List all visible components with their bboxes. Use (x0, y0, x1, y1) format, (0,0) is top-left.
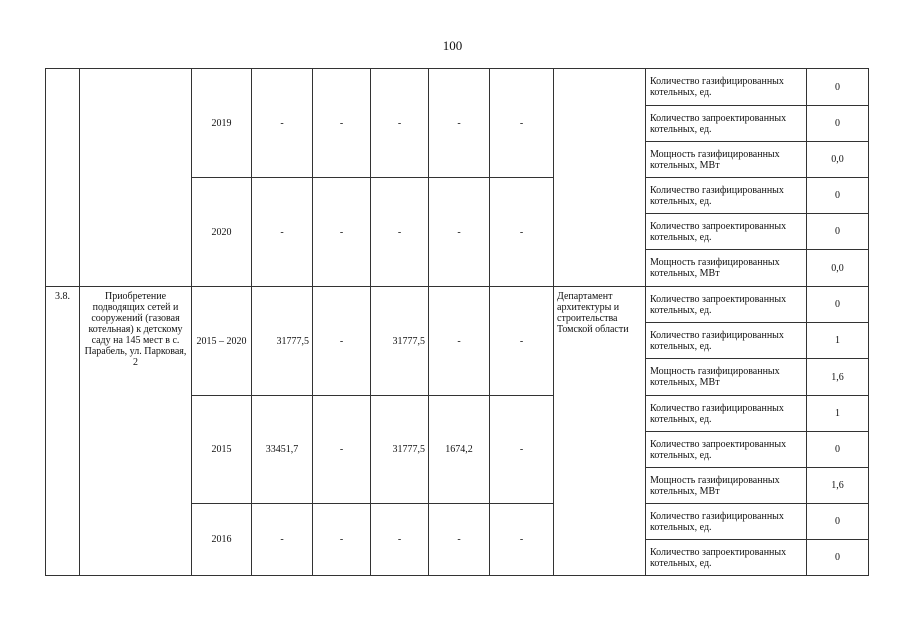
indicator-value: 1,6 (807, 359, 869, 396)
federal-cell: - (313, 504, 371, 576)
indicator-value: 0 (807, 69, 869, 106)
indicator-name: Количество газифицированных котельных, ед. (646, 504, 807, 540)
local-cell: - (429, 287, 490, 396)
total-cell: - (252, 178, 313, 287)
year-cell: 2015 (192, 396, 252, 504)
federal-cell: - (313, 69, 371, 178)
table-row (46, 287, 869, 323)
indicator-value: 0 (807, 504, 869, 540)
indicator-name: Количество запроектированных котельных, ед. (646, 106, 807, 142)
indicator-value: 1 (807, 323, 869, 359)
name-cell (80, 69, 192, 287)
program-table (45, 68, 869, 576)
local-cell: 1674,2 (429, 396, 490, 504)
indicator-value: 0 (807, 214, 869, 250)
extra-budget-cell: - (490, 178, 554, 287)
federal-cell: - (313, 287, 371, 396)
regional-cell: - (371, 69, 429, 178)
year-cell: 2016 (192, 504, 252, 576)
indicator-name: Количество запроектированных котельных, ед. (646, 214, 807, 250)
indicator-name: Количество газифицированных котельных, ед. (646, 69, 807, 106)
name-cell: Приобретение подводящих сетей и сооружений (газовая котельная) к детскому саду на 145 мест в с. Парабель, ул. Парковая, 2 (80, 287, 192, 576)
indicator-name: Количество запроектированных котельных, ед. (646, 432, 807, 468)
indicator-name: Мощность газифицированных котельных, МВт (646, 250, 807, 287)
year-cell: 2020 (192, 178, 252, 287)
extra-budget-cell: - (490, 69, 554, 178)
page-number: 100 (442, 38, 463, 53)
indicator-value: 0,0 (807, 142, 869, 178)
indicator-value: 1,6 (807, 468, 869, 504)
extra-budget-cell: - (490, 504, 554, 576)
regional-cell: 31777,5 (371, 287, 429, 396)
indicator-value: 0 (807, 178, 869, 214)
indicator-value: 0 (807, 432, 869, 468)
year-cell: 2019 (192, 69, 252, 178)
federal-cell: - (313, 178, 371, 287)
extra-budget-cell: - (490, 396, 554, 504)
table-row (46, 69, 869, 106)
extra-budget-cell: - (490, 287, 554, 396)
indicator-value: 1 (807, 396, 869, 432)
indicator-value: 0 (807, 287, 869, 323)
indicator-name: Мощность газифицированных котельных, МВт (646, 359, 807, 396)
total-cell: - (252, 504, 313, 576)
local-cell: - (429, 69, 490, 178)
federal-cell: - (313, 396, 371, 504)
executor-cell: Департамент архитектуры и строительства Томской области (554, 287, 646, 576)
executor-cell (554, 69, 646, 287)
number-cell: 3.8. (46, 287, 80, 576)
regional-cell: - (371, 178, 429, 287)
indicator-value: 0 (807, 540, 869, 576)
regional-cell: - (371, 504, 429, 576)
total-cell: 33451,7 (252, 396, 313, 504)
indicator-name: Количество газифицированных котельных, ед. (646, 396, 807, 432)
regional-cell: 31777,5 (371, 396, 429, 504)
number-cell (46, 69, 80, 287)
indicator-value: 0,0 (807, 250, 869, 287)
local-cell: - (429, 178, 490, 287)
indicator-name: Количество газифицированных котельных, ед. (646, 178, 807, 214)
indicator-name: Количество запроектированных котельных, ед. (646, 287, 807, 323)
indicator-value: 0 (807, 106, 869, 142)
total-cell: 31777,5 (252, 287, 313, 396)
year-cell: 2015 – 2020 (192, 287, 252, 396)
local-cell: - (429, 504, 490, 576)
indicator-name: Количество газифицированных котельных, ед. (646, 323, 807, 359)
indicator-name: Мощность газифицированных котельных, МВт (646, 468, 807, 504)
indicator-name: Количество запроектированных котельных, ед. (646, 540, 807, 576)
total-cell: - (252, 69, 313, 178)
indicator-name: Мощность газифицированных котельных, МВт (646, 142, 807, 178)
